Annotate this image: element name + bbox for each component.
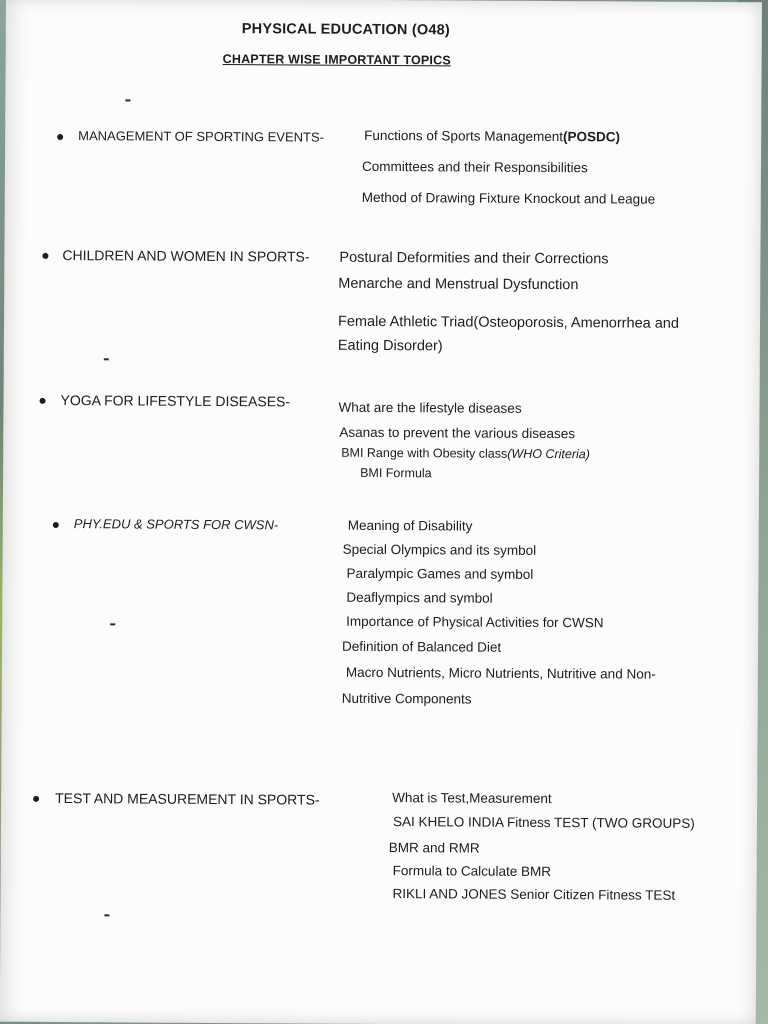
topic-line: Definition of Balanced Diet <box>342 638 502 655</box>
topic-line: Method of Drawing Fixture Knockout and League <box>361 189 656 207</box>
topic-line: Paralympic Games and symbol <box>346 565 534 582</box>
topic-line: BMR and RMR <box>388 840 480 856</box>
stray-mark <box>104 914 109 916</box>
section-heading-cwsn: PHY.EDU & SPORTS FOR CWSN- <box>73 516 279 533</box>
topic-line: BMI Range with Obesity class(WHO Criteria) <box>341 445 590 462</box>
stray-mark <box>110 623 115 625</box>
bullet-icon <box>42 253 48 259</box>
section-heading-management: MANAGEMENT OF SPORTING EVENTS- <box>78 128 325 145</box>
topic-line: Eating Disorder) <box>337 337 443 355</box>
bullet-icon <box>40 398 46 404</box>
section-heading-children-women: CHILDREN AND WOMEN IN SPORTS- <box>62 247 310 265</box>
topic-line: Meaning of Disability <box>347 517 473 534</box>
topic-line: Postural Deformities and their Corrections <box>339 249 609 268</box>
topic-line: Functions of Sports Management(POSDC) <box>364 127 621 145</box>
bullet-icon <box>57 134 63 140</box>
topic-line: BMI Formula <box>360 465 432 481</box>
bullet-icon <box>53 522 59 528</box>
topic-line: What is Test,Measurement <box>392 790 552 807</box>
topic-line: Female Athletic Triad(Osteoporosis, Amenorrhea and <box>337 313 679 332</box>
topic-line: Nutritive Components <box>341 690 472 707</box>
topic-line: What are the lifestyle diseases <box>338 399 522 416</box>
topic-line: Formula to Calculate BMR <box>392 863 552 880</box>
topic-line: Committees and their Responsibilities <box>361 158 588 176</box>
document-title: PHYSICAL EDUCATION (O48) <box>241 21 450 39</box>
topic-line: Deaflympics and symbol <box>346 589 493 606</box>
section-heading-test-measurement: TEST AND MEASUREMENT IN SPORTS- <box>55 790 320 808</box>
topic-line: Importance of Physical Activities for CWSN <box>346 613 604 631</box>
document-subtitle: CHAPTER WISE IMPORTANT TOPICS <box>222 52 451 68</box>
topic-line: Asanas to prevent the various diseases <box>339 424 576 442</box>
topic-line: Menarche and Menstrual Dysfunction <box>338 275 579 294</box>
stray-mark <box>125 99 130 101</box>
stray-mark <box>104 358 109 360</box>
section-heading-yoga: YOGA FOR LIFESTYLE DISEASES- <box>60 392 291 410</box>
topic-line: SAI KHELO INDIA Fitness TEST (TWO GROUPS) <box>392 814 695 831</box>
topic-line: RIKLI AND JONES Senior Citizen Fitness TESt <box>392 886 676 903</box>
topic-line: Special Olympics and its symbol <box>342 541 537 558</box>
topic-line: Macro Nutrients, Micro Nutrients, Nutritive and Non- <box>345 664 656 682</box>
bullet-icon <box>33 796 39 802</box>
